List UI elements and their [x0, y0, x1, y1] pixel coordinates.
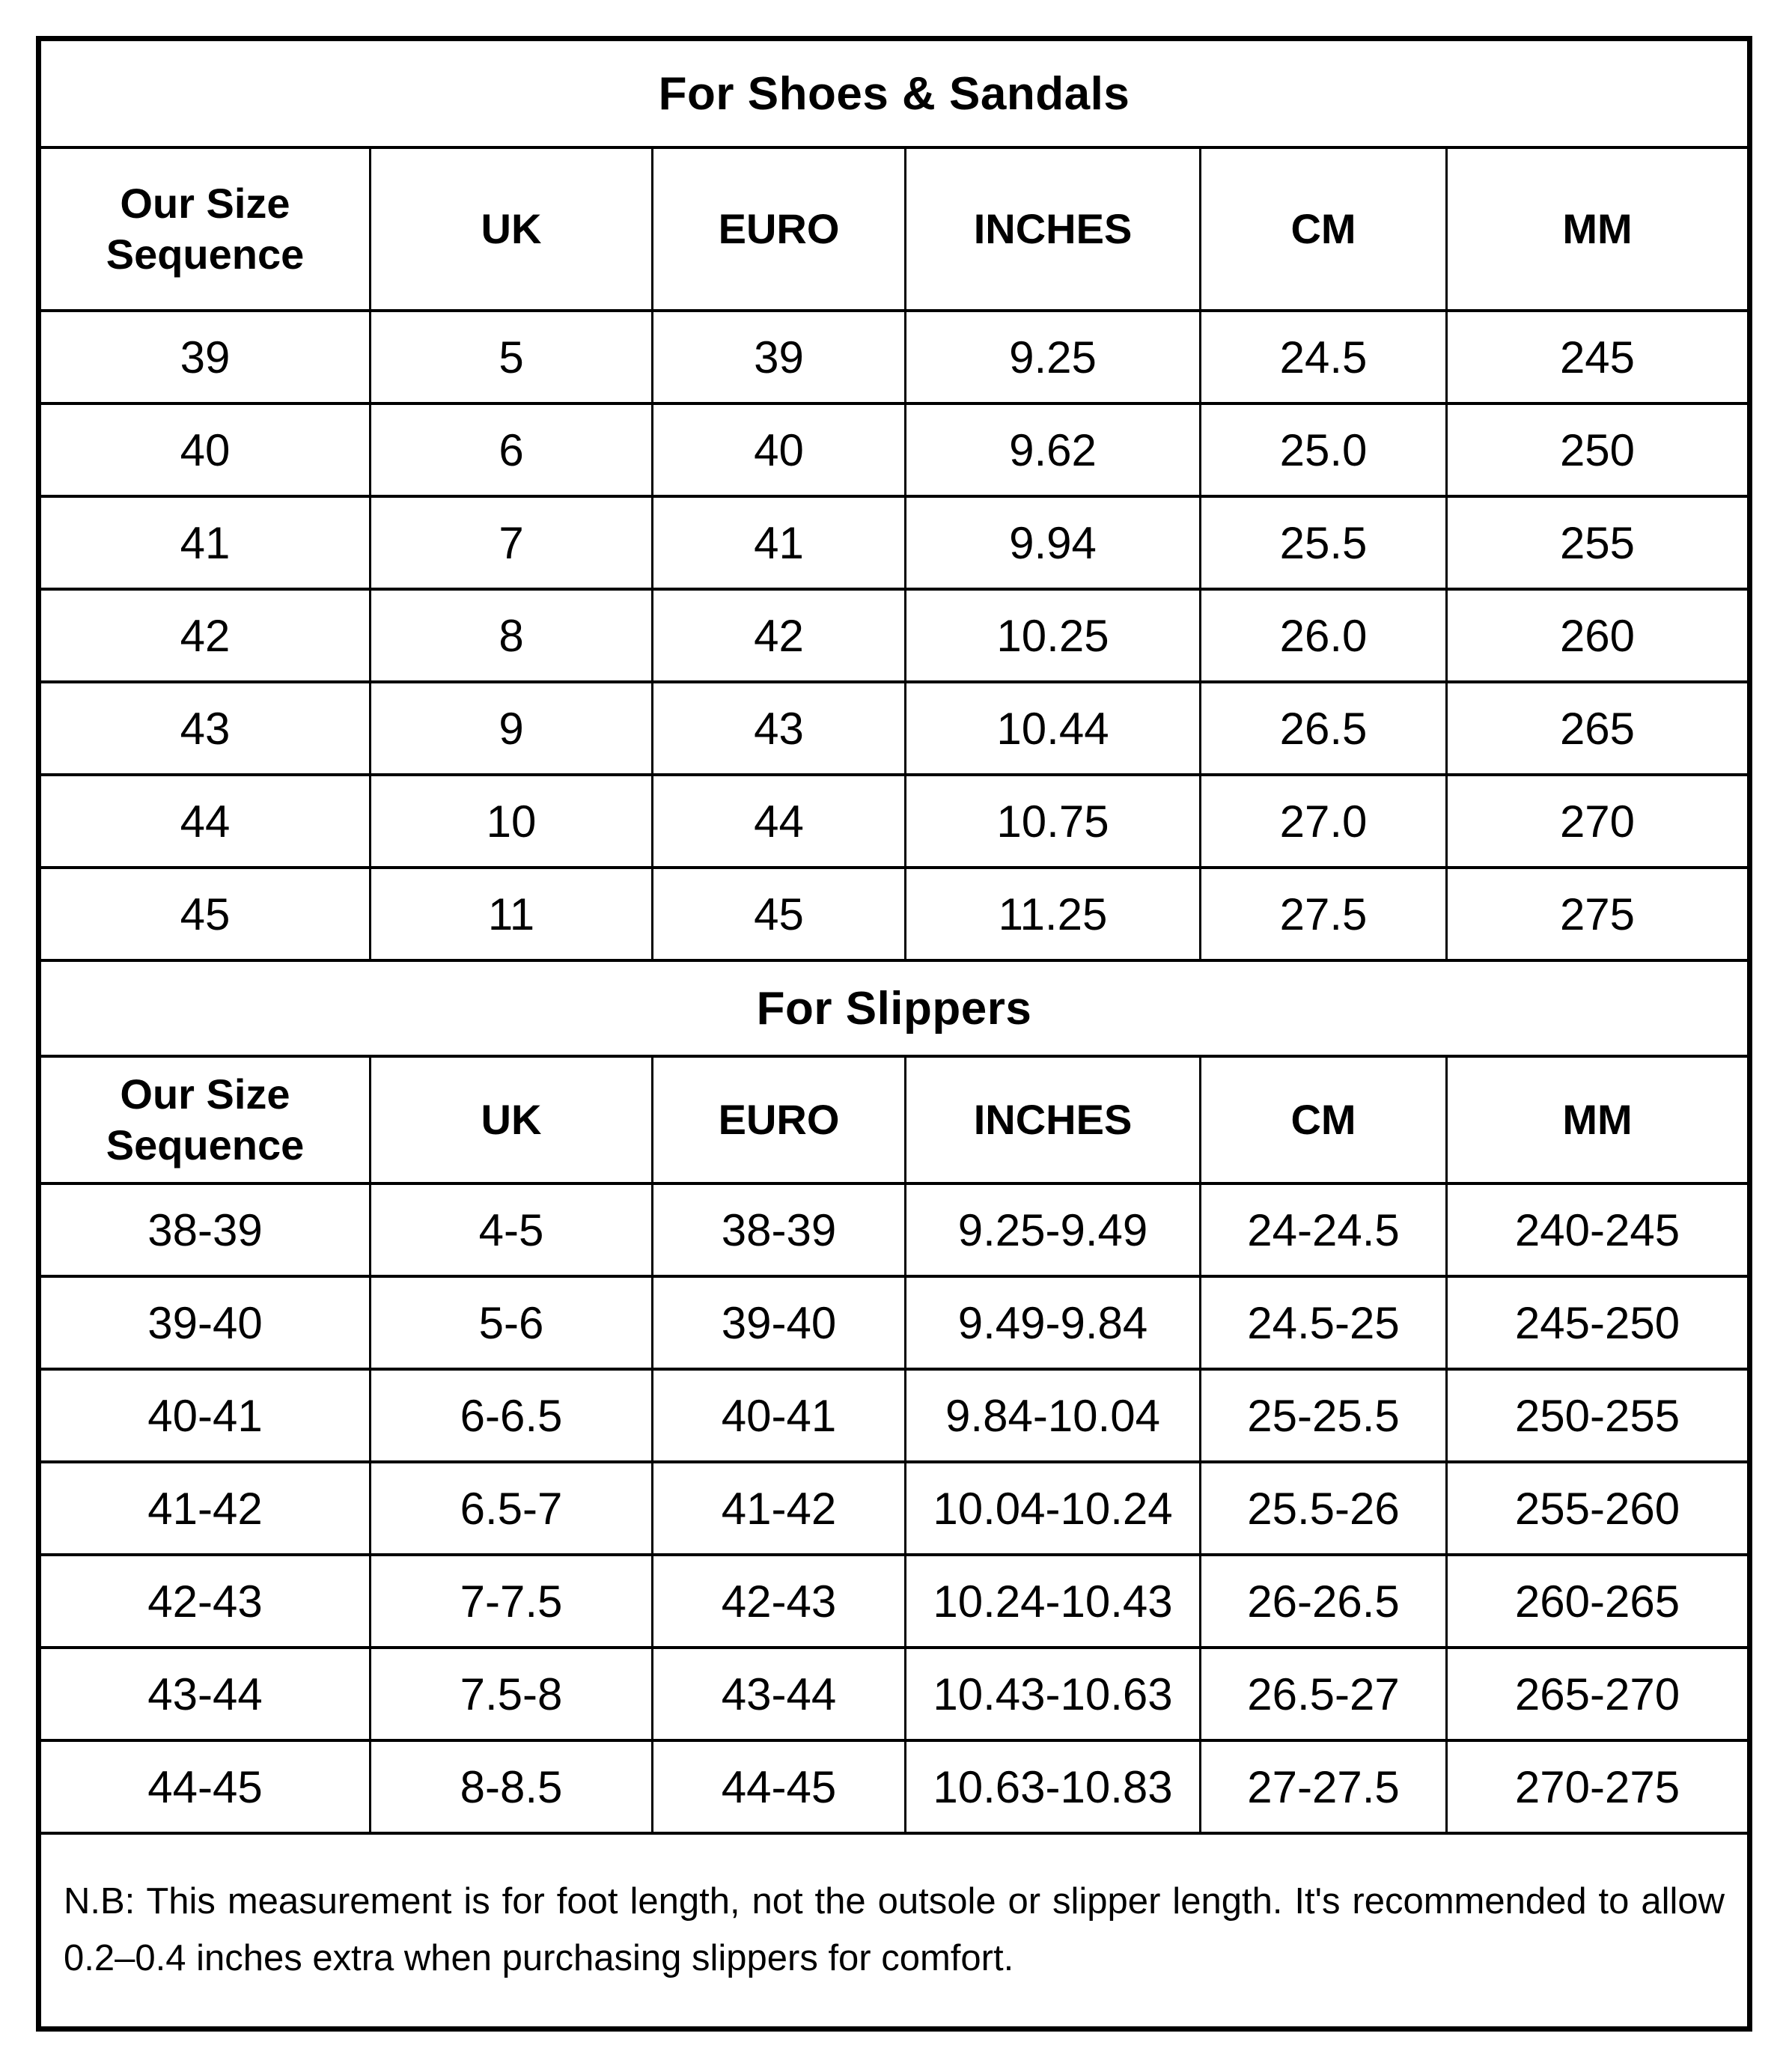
table-cell: 25.5 — [1201, 496, 1447, 589]
table-cell: 24-24.5 — [1201, 1183, 1447, 1276]
table-cell: 265-270 — [1447, 1648, 1750, 1740]
table-cell: 39-40 — [653, 1276, 906, 1369]
table-cell: 9.84-10.04 — [906, 1369, 1201, 1462]
table-row — [39, 868, 1750, 960]
note-row — [39, 1833, 1750, 2029]
table-cell: 4-5 — [371, 1183, 653, 1276]
table-cell: 42-43 — [653, 1555, 906, 1648]
table-cell: 25.0 — [1201, 403, 1447, 496]
table-cell: 27.0 — [1201, 775, 1447, 868]
table-cell: 43 — [653, 682, 906, 775]
table-cell: 38-39 — [39, 1183, 371, 1276]
table-cell: 6-6.5 — [371, 1369, 653, 1462]
shoes-header-inches: INCHES — [906, 147, 1201, 311]
table-cell: 40-41 — [39, 1369, 371, 1462]
slippers-header-uk: UK — [371, 1056, 653, 1183]
shoes-header-uk: UK — [371, 147, 653, 311]
table-cell: 10 — [371, 775, 653, 868]
table-cell: 8 — [371, 589, 653, 682]
shoes-title-row — [39, 39, 1750, 148]
table-cell: 10.75 — [906, 775, 1201, 868]
table-cell: 6.5-7 — [371, 1462, 653, 1555]
slippers-table-body — [39, 1183, 1750, 1833]
table-cell: 245 — [1447, 311, 1750, 403]
table-cell: 7.5-8 — [371, 1648, 653, 1740]
table-cell: 9.94 — [906, 496, 1201, 589]
table-cell: 41 — [39, 496, 371, 589]
table-cell: 245-250 — [1447, 1276, 1750, 1369]
table-cell: 26.0 — [1201, 589, 1447, 682]
slippers-header-cm: CM — [1201, 1056, 1447, 1183]
slippers-section-title: For Slippers — [39, 960, 1750, 1056]
shoes-header-cm: CM — [1201, 147, 1447, 311]
table-cell: 270-275 — [1447, 1740, 1750, 1833]
table-cell: 5-6 — [371, 1276, 653, 1369]
note-text — [64, 1874, 1725, 1987]
shoes-header-mm: MM — [1447, 147, 1750, 311]
table-cell: 10.24-10.43 — [906, 1555, 1201, 1648]
table-row — [39, 1648, 1750, 1740]
table-cell: 27-27.5 — [1201, 1740, 1447, 1833]
table-row — [39, 775, 1750, 868]
table-cell: 250-255 — [1447, 1369, 1750, 1462]
table-cell: 44 — [39, 775, 371, 868]
slippers-header-inches: INCHES — [906, 1056, 1201, 1183]
table-cell: 6 — [371, 403, 653, 496]
shoes-header-size-sequence: Our Size Sequence — [39, 147, 371, 311]
table-cell: 24.5 — [1201, 311, 1447, 403]
slippers-header-size-sequence: Our Size Sequence — [39, 1056, 371, 1183]
note-section — [39, 1833, 1750, 2029]
table-cell: 41-42 — [39, 1462, 371, 1555]
table-cell: 11 — [371, 868, 653, 960]
table-cell: 9 — [371, 682, 653, 775]
table-cell: 5 — [371, 311, 653, 403]
table-cell: 10.04-10.24 — [906, 1462, 1201, 1555]
table-cell: 25-25.5 — [1201, 1369, 1447, 1462]
table-row — [39, 1276, 1750, 1369]
table-cell: 41 — [653, 496, 906, 589]
table-cell: 260-265 — [1447, 1555, 1750, 1648]
table-row — [39, 1369, 1750, 1462]
table-cell: 40-41 — [653, 1369, 906, 1462]
table-cell: 24.5-25 — [1201, 1276, 1447, 1369]
shoes-header-euro: EURO — [653, 147, 906, 311]
table-cell: 9.62 — [906, 403, 1201, 496]
note-label: N.B: — [64, 1881, 135, 1922]
size-chart-table — [36, 36, 1752, 2032]
table-cell: 26.5-27 — [1201, 1648, 1447, 1740]
table-cell: 255-260 — [1447, 1462, 1750, 1555]
table-cell: 10.63-10.83 — [906, 1740, 1201, 1833]
table-cell: 11.25 — [906, 868, 1201, 960]
table-row — [39, 1740, 1750, 1833]
table-row — [39, 311, 1750, 403]
slippers-header-euro: EURO — [653, 1056, 906, 1183]
table-cell: 43-44 — [39, 1648, 371, 1740]
shoes-table-body — [39, 311, 1750, 960]
table-cell: 9.49-9.84 — [906, 1276, 1201, 1369]
table-cell: 43-44 — [653, 1648, 906, 1740]
table-cell: 42 — [653, 589, 906, 682]
table-cell: 250 — [1447, 403, 1750, 496]
table-cell: 8-8.5 — [371, 1740, 653, 1833]
table-row — [39, 403, 1750, 496]
table-cell: 7 — [371, 496, 653, 589]
table-cell: 240-245 — [1447, 1183, 1750, 1276]
table-cell: 10.44 — [906, 682, 1201, 775]
table-cell: 260 — [1447, 589, 1750, 682]
table-cell: 39 — [39, 311, 371, 403]
table-row — [39, 1462, 1750, 1555]
table-row — [39, 682, 1750, 775]
table-cell: 275 — [1447, 868, 1750, 960]
table-cell: 270 — [1447, 775, 1750, 868]
slippers-section-head — [39, 960, 1750, 1183]
table-cell: 9.25 — [906, 311, 1201, 403]
table-cell: 10.43-10.63 — [906, 1648, 1201, 1740]
table-row — [39, 1183, 1750, 1276]
table-cell: 43 — [39, 682, 371, 775]
table-cell: 7-7.5 — [371, 1555, 653, 1648]
table-row — [39, 589, 1750, 682]
table-cell: 27.5 — [1201, 868, 1447, 960]
note-cell — [39, 1833, 1750, 2029]
table-row — [39, 1555, 1750, 1648]
table-cell: 26-26.5 — [1201, 1555, 1447, 1648]
table-cell: 39 — [653, 311, 906, 403]
shoes-section-head — [39, 39, 1750, 311]
slippers-header-mm: MM — [1447, 1056, 1750, 1183]
table-cell: 255 — [1447, 496, 1750, 589]
note-body: This measurement is for foot length, not the outsole or slipper length. It's recommended to allow 0.2–0.4 inches extra when purchasing slippers for comfort. — [64, 1881, 1725, 1978]
table-cell: 42 — [39, 589, 371, 682]
table-cell: 38-39 — [653, 1183, 906, 1276]
table-cell: 44 — [653, 775, 906, 868]
shoes-header-row — [39, 147, 1750, 311]
table-cell: 44-45 — [39, 1740, 371, 1833]
table-cell: 40 — [653, 403, 906, 496]
table-cell: 44-45 — [653, 1740, 906, 1833]
table-cell: 40 — [39, 403, 371, 496]
table-row — [39, 496, 1750, 589]
table-cell: 26.5 — [1201, 682, 1447, 775]
table-cell: 25.5-26 — [1201, 1462, 1447, 1555]
table-cell: 45 — [39, 868, 371, 960]
table-cell: 45 — [653, 868, 906, 960]
table-cell: 39-40 — [39, 1276, 371, 1369]
table-cell: 41-42 — [653, 1462, 906, 1555]
shoes-section-title: For Shoes & Sandals — [39, 39, 1750, 148]
slippers-header-row — [39, 1056, 1750, 1183]
table-cell: 42-43 — [39, 1555, 371, 1648]
table-cell: 265 — [1447, 682, 1750, 775]
table-cell: 10.25 — [906, 589, 1201, 682]
table-cell: 9.25-9.49 — [906, 1183, 1201, 1276]
slippers-title-row — [39, 960, 1750, 1056]
